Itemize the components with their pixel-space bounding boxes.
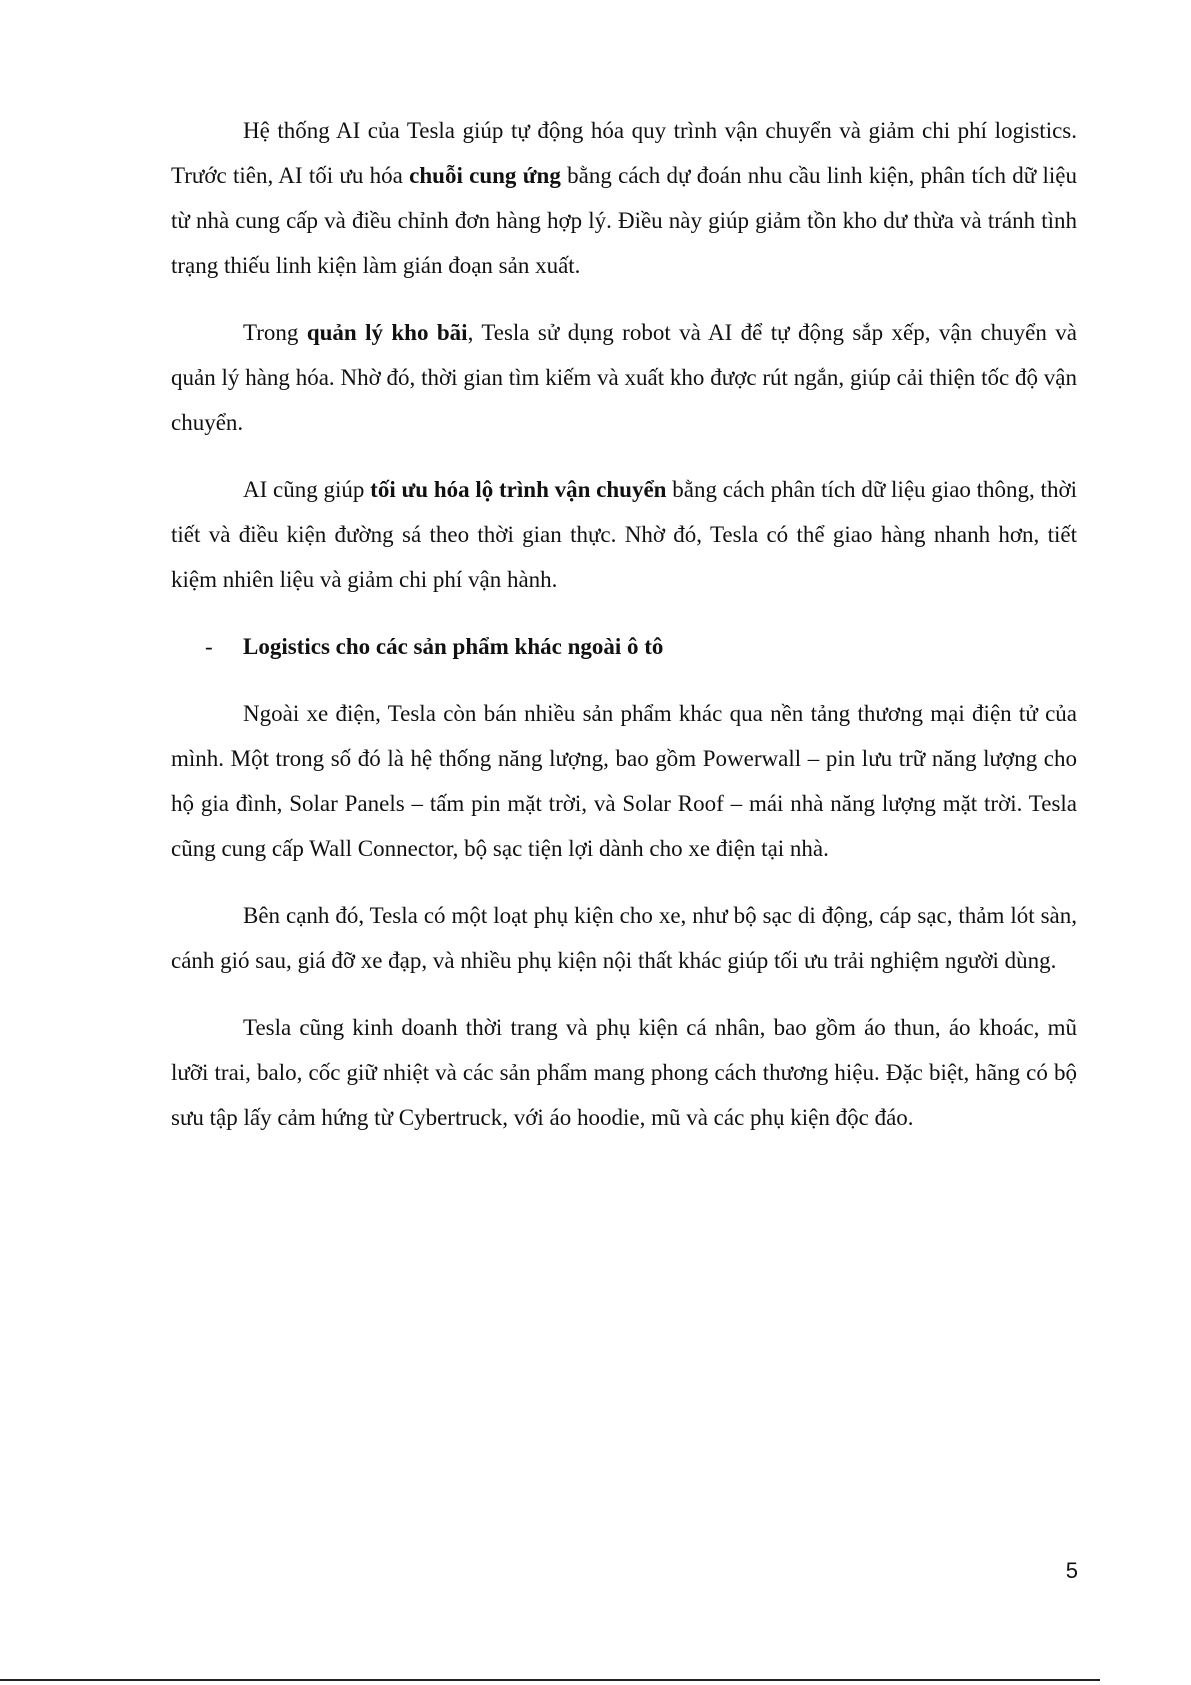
- section-heading: [171, 624, 1077, 669]
- section-heading-text: Logistics cho các sản phẩm khác ngoài ô tô: [243, 634, 664, 659]
- paragraph-text: bằng cách phân tích dữ liệu giao thông, thời tiết và điều kiện đường sá theo thời gian thực. Nhờ đó, Tesla có thể giao hàng nhanh hơn, tiết kiệm nhiên liệu và giảm chi phí vận hành.: [171, 477, 1078, 592]
- paragraph-text: , Tesla sử dụng robot và AI để tự động sắp xếp, vận chuyển và quản lý hàng hóa. Nhờ đó, thời gian tìm kiếm và xuất kho được rút ngắn, giúp cải thiện tốc độ vận chuyển.: [171, 320, 1078, 435]
- document-body: [171, 108, 1077, 1140]
- page-number: 5: [1065, 1558, 1078, 1583]
- paragraph-warehouse: [171, 310, 1077, 445]
- bullet-dash: -: [205, 634, 213, 659]
- paragraph-text: bằng cách dự đoán nhu cầu linh kiện, phân tích dữ liệu từ nhà cung cấp và điều chỉnh đơn hàng hợp lý. Điều này giúp giảm tồn kho dư thừa và tránh tình trạng thiếu linh kiện làm gián đoạn sản xuất.: [171, 163, 1077, 278]
- footer-rule: [0, 1679, 1100, 1681]
- paragraph-text: AI cũng giúp: [243, 477, 371, 502]
- bold-term-route: tối ưu hóa lộ trình vận chuyển: [370, 477, 667, 502]
- paragraph-accessories: Bên cạnh đó, Tesla có một loạt phụ kiện cho xe, như bộ sạc di động, cáp sạc, thảm lót sàn, cánh gió sau, giá đỡ xe đạp, và nhiều phụ kiện nội thất khác giúp tối ưu trải nghiệm người dùng.: [171, 903, 1077, 973]
- bold-term-supply-chain: chuỗi cung ứng: [409, 163, 561, 188]
- paragraph-energy-products: Ngoài xe điện, Tesla còn bán nhiều sản phẩm khác qua nền tảng thương mại điện tử của mình. Một trong số đó là hệ thống năng lượng, bao gồm Powerwall – pin lưu trữ năng lượng cho hộ gia đình, Solar Panels – tấm pin mặt trời, và Solar Roof – mái nhà năng lượng mặt trời. Tesla cũng cung cấp Wall Connector, bộ sạc tiện lợi dành cho xe điện tại nhà.: [171, 701, 1077, 861]
- paragraph-fashion: Tesla cũng kinh doanh thời trang và phụ kiện cá nhân, bao gồm áo thun, áo khoác, mũ lưỡi trai, balo, cốc giữ nhiệt và các sản phẩm mang phong cách thương hiệu. Đặc biệt, hãng có bộ sưu tập lấy cảm hứng từ Cybertruck, với áo hoodie, mũ và các phụ kiện độc đáo.: [171, 1015, 1077, 1130]
- paragraph-text: Trong: [243, 320, 307, 345]
- paragraph-ai-automation: [171, 108, 1077, 288]
- bold-term-warehouse: quản lý kho bãi: [306, 320, 468, 345]
- paragraph-route-optimization: [171, 467, 1077, 602]
- paragraph-text: Hệ thống AI của Tesla giúp tự động hóa quy trình vận chuyển và giảm chi phí logistics. Trước tiên, AI tối ưu hóa: [171, 118, 1077, 188]
